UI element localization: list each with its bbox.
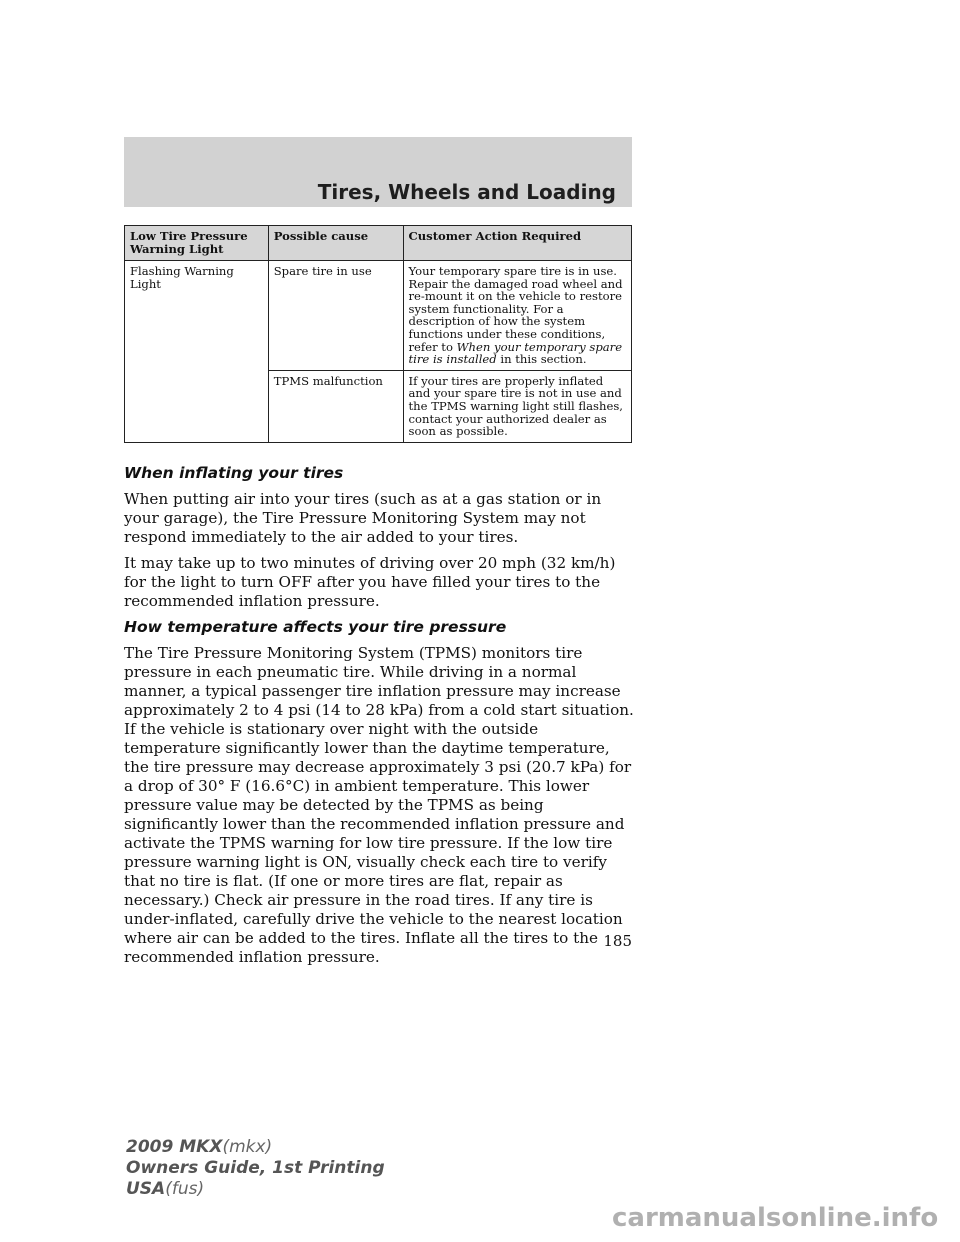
column-header-customer-action: Customer Action Required [403, 226, 631, 261]
cause-cell: TPMS malfunction [268, 370, 403, 442]
action-cell [403, 261, 631, 371]
table-header-row [125, 226, 632, 261]
table-row [125, 261, 632, 371]
footer-model-code: (mkx) [222, 1137, 273, 1157]
footer-edition: Owners Guide, 1st Printing [126, 1158, 385, 1178]
footer-market: USA [126, 1179, 166, 1199]
footer-market-code: (fus) [165, 1179, 205, 1199]
action-text-tail: in this section. [496, 352, 587, 367]
footer-model: 2009 MKX [126, 1137, 223, 1157]
column-header-warning-light: Low Tire Pressure Warning Light [125, 226, 269, 261]
warning-light-table [124, 225, 632, 443]
page-header-band [124, 137, 632, 207]
section-title: Tires, Wheels and Loading [317, 180, 616, 204]
cause-cell: Spare tire in use [268, 261, 403, 371]
action-cell: If your tires are properly inflated and your spare tire is not in use and the TPMS warning light still flashes, contact your authorized dealer as soon as possible. [403, 370, 631, 442]
section-heading: When inflating your tires [124, 464, 344, 482]
column-header-possible-cause: Possible cause [268, 226, 403, 261]
footer-line [126, 1137, 385, 1158]
page-number: 185 [603, 932, 632, 950]
document-footer [126, 1137, 385, 1200]
cross-reference: When your temporary spare tire is installed [408, 339, 623, 367]
body-paragraph: It may take up to two minutes of driving over 20 mph (32 km/h) for the light to turn OFF after you have filled your tires to the recommended inflation pressure. [124, 554, 616, 610]
body-paragraph: The Tire Pressure Monitoring System (TPMS) monitors tire pressure in each pneumatic tire. While driving in a normal manner, a typical passenger tire inflation pressure may increase approximately 2 to 4 psi (14 to 28 kPa) from a cold start situation. If the vehicle is stationary over night with the outside temperature significantly lower than the daytime temperature, the tire pressure may decrease approximately 3 psi (20.7 kPa) for a drop of 30° F (16.6°C) in ambient temperature. This lower pressure value may be detected by the TPMS as being significantly lower than the recommended inflation pressure and activate the TPMS warning for low tire pressure. If the low tire pressure warning light is ON, visually check each tire to verify that no tire is flat. (If one or more tires are flat, repair as necessary.) Check air pressure in the road tires. If any tire is under-inflated, carefully drive the vehicle to the nearest location where air can be added to the tires. Inflate all the tires to the recommended inflation pressure. [124, 644, 634, 966]
body-paragraph: When putting air into your tires (such as at a gas station or in your garage), the Tire Pressure Monitoring System may not respond immediately to the air added to your tires. [124, 490, 602, 546]
watermark-link[interactable]: carmanualsonline.info [612, 1203, 939, 1233]
section-heading: How temperature affects your tire pressure [124, 618, 507, 636]
action-text: Your temporary spare tire is in use. Repair the damaged road wheel and re-mount it on the vehicle to restore system functionality. For a description of how the system functions under these conditions, refer to [408, 264, 623, 354]
body-content [124, 464, 634, 974]
warning-light-cell: Flashing Warning Light [125, 261, 269, 443]
